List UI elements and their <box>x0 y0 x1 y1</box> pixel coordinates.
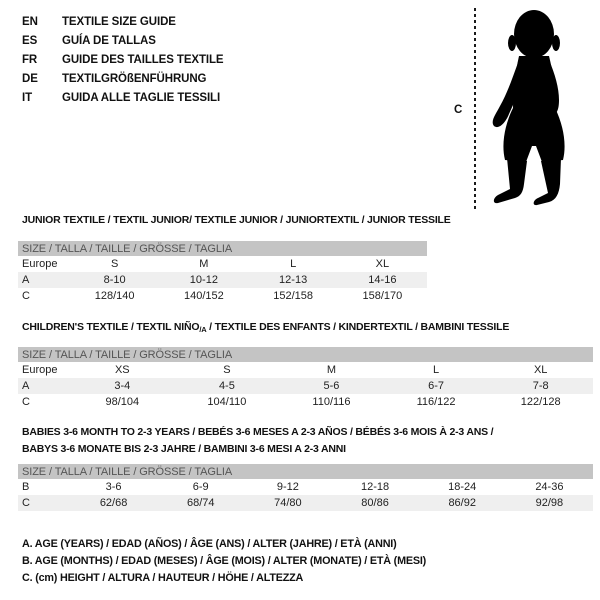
cell: 116/122 <box>416 396 456 408</box>
babies-title-line1: BABIES 3-6 MONTH TO 2-3 YEARS / BEBÉS 3-6 MESES A 2-3 AÑOS / BÉBÉS 3-6 MOIS À 2-3 ANS / <box>22 426 494 438</box>
cell: 8-10 <box>103 274 126 286</box>
cell: 5-6 <box>323 380 340 392</box>
row-label: C <box>22 396 30 408</box>
language-code: EN <box>22 16 38 28</box>
row-label: C <box>22 290 30 302</box>
children-title-sub: /A <box>199 325 207 334</box>
toddler-silhouette-icon <box>488 6 588 210</box>
cell: 6-7 <box>428 380 445 392</box>
table-row <box>18 256 427 272</box>
cell: 9-12 <box>276 481 299 493</box>
cell: M <box>326 364 337 376</box>
cell: XL <box>375 258 390 270</box>
language-row <box>22 70 224 89</box>
cell: 4-5 <box>218 380 235 392</box>
language-header-block <box>22 13 224 108</box>
cell: 18-24 <box>448 481 477 493</box>
row-label: A <box>22 380 30 392</box>
language-title: GUIDE DES TAILLES TEXTILE <box>62 54 224 66</box>
cell: 3-4 <box>114 380 131 392</box>
cell: 104/110 <box>207 396 247 408</box>
babies-section-title <box>22 424 493 458</box>
cell: 122/128 <box>520 396 561 408</box>
cell: M <box>199 258 209 270</box>
cell: L <box>290 258 297 270</box>
junior-section-title: JUNIOR TEXTILE / TEXTIL JUNIOR/ TEXTILE JUNIOR / JUNIORTEXTIL / JUNIOR TESSILE <box>22 214 451 226</box>
cell: 158/170 <box>362 290 403 302</box>
children-section-title <box>22 319 509 338</box>
junior-size-table <box>18 241 427 304</box>
children-size-table <box>18 347 593 410</box>
language-title: TEXTILE SIZE GUIDE <box>62 16 176 28</box>
cell: 6-9 <box>192 481 209 493</box>
table-row <box>18 495 593 511</box>
babies-title-line2: BABYS 3-6 MONATE BIS 2-3 JAHRE / BAMBINI 3-6 MESI A 2-3 ANNI <box>22 443 346 455</box>
cell: 12-13 <box>279 274 308 286</box>
cell: 110/116 <box>312 396 351 408</box>
language-row <box>22 51 224 70</box>
language-row <box>22 89 224 108</box>
cell: 12-18 <box>360 481 390 493</box>
cell: L <box>433 364 440 376</box>
row-label: Europe <box>22 258 58 270</box>
size-header-band <box>18 464 593 479</box>
size-header-label: SIZE / TALLA / TAILLE / GRÖSSE / TAGLIA <box>18 347 593 362</box>
children-title-pre: CHILDREN'S TEXTILE / TEXTIL NIÑO <box>22 321 200 333</box>
measurement-legend <box>22 536 426 587</box>
cell: 152/158 <box>273 290 313 302</box>
row-label: C <box>22 497 30 509</box>
language-row <box>22 32 224 51</box>
cell: 7-8 <box>532 380 549 392</box>
cell: 86/92 <box>448 497 476 509</box>
table-row <box>18 378 593 394</box>
cell: 80/86 <box>361 497 389 509</box>
language-title: GUIDA ALLE TAGLIE TESSILI <box>62 92 221 104</box>
legend-line-a: A. AGE (YEARS) / EDAD (AÑOS) / ÂGE (ANS) / ALTER (JAHRE) / ETÀ (ANNI) <box>22 538 397 550</box>
cell: XL <box>533 364 548 376</box>
language-row <box>22 13 224 32</box>
cell: 68/74 <box>186 497 215 509</box>
cell: 3-6 <box>105 481 122 493</box>
size-header-label: SIZE / TALLA / TAILLE / GRÖSSE / TAGLIA <box>18 241 427 256</box>
table-row <box>18 362 593 378</box>
size-header-band <box>18 241 427 256</box>
row-label: A <box>22 274 30 286</box>
height-label-c: C <box>454 104 463 116</box>
size-header-band <box>18 347 593 362</box>
table-row <box>18 394 593 410</box>
table-row <box>18 272 427 288</box>
language-code: ES <box>22 35 38 47</box>
cell: 92/98 <box>535 497 564 509</box>
cell: 14-16 <box>368 274 397 286</box>
cell: S <box>223 364 231 376</box>
language-title: GUÍA DE TALLAS <box>62 35 156 47</box>
cell: 62/68 <box>99 497 128 509</box>
cell: 128/140 <box>94 290 135 302</box>
cell: 24-36 <box>535 481 564 493</box>
cell: 98/104 <box>105 396 140 408</box>
cell: S <box>110 258 119 270</box>
row-label: Europe <box>22 364 58 376</box>
children-title-post: / TEXTILE DES ENFANTS / KINDERTEXTIL / BAMBINI TESSILE <box>206 321 510 333</box>
cell: XS <box>114 364 130 376</box>
language-title: TEXTILGRÖßENFÜHRUNG <box>62 73 207 85</box>
cell: 74/80 <box>274 497 302 509</box>
cell: 10-12 <box>189 274 218 286</box>
row-label: B <box>22 481 30 493</box>
size-header-label: SIZE / TALLA / TAILLE / GRÖSSE / TAGLIA <box>18 464 593 479</box>
language-code: DE <box>22 73 38 85</box>
table-row <box>18 479 593 495</box>
table-row <box>18 288 427 304</box>
babies-size-table <box>18 464 593 511</box>
legend-line-b: B. AGE (MONTHS) / EDAD (MESES) / ÂGE (MOIS) / ALTER (MONATE) / ETÀ (MESI) <box>22 555 427 567</box>
legend-line-c: C. (cm) HEIGHT / ALTURA / HAUTEUR / HÖHE / ALTEZZA <box>22 572 304 584</box>
height-dashed-line <box>474 8 476 210</box>
language-code: IT <box>22 92 33 104</box>
cell: 140/152 <box>183 290 224 302</box>
language-code: FR <box>22 54 38 66</box>
